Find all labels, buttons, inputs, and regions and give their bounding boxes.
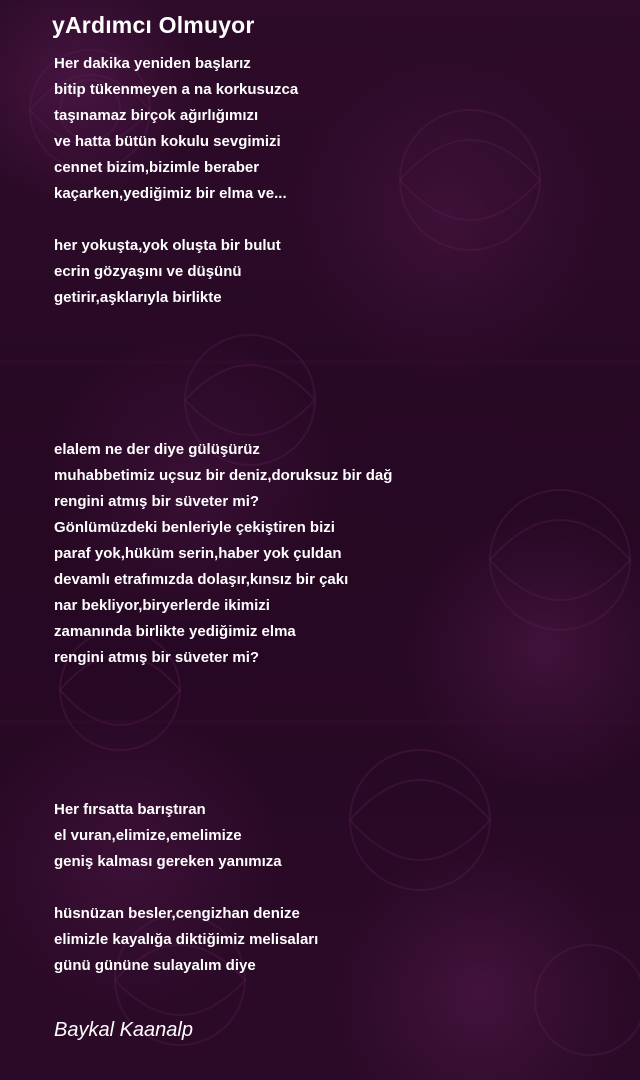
poem-author: Baykal Kaanalp <box>54 1019 193 1041</box>
poem-line: günü gününe sulayalım diye <box>54 957 256 974</box>
poem-line: hüsnüzan besler,cengizhan denize <box>54 905 300 922</box>
poem-line: ve hatta bütün kokulu sevgimizi <box>54 133 281 150</box>
poem-line: paraf yok,hüküm serin,haber yok çuldan <box>54 545 342 562</box>
poem-line: cennet bizim,bizimle beraber <box>54 159 260 176</box>
poem-line: her yokuşta,yok oluşta bir bulut <box>54 237 281 254</box>
stanza-3 <box>54 437 614 671</box>
stanza-4 <box>54 797 614 875</box>
poem-line: zamanında birlikte yediğimiz elma <box>54 623 296 640</box>
poem-line: ecrin gözyaşını ve düşünü <box>54 263 242 280</box>
poem-line: nar bekliyor,biryerlerde ikimizi <box>54 597 270 614</box>
poem-line: bitip tükenmeyen a na korkusuzca <box>54 81 299 98</box>
poem-line: muhabbetimiz uçsuz bir deniz,doruksuz bir dağ <box>54 467 393 484</box>
poem-line: Gönlümüzdeki benleriyle çekiştiren bizi <box>54 519 335 536</box>
poem-line: rengini atmış bir süveter mi? <box>54 493 260 510</box>
poem-line: el vuran,elimize,emelimize <box>54 827 242 844</box>
stanza-5 <box>54 901 614 979</box>
poem-line: taşınamaz birçok ağırlığımızı <box>54 107 259 124</box>
poem-line: getirir,aşklarıyla birlikte <box>54 289 222 306</box>
poem-title: yArdımcı Olmuyor <box>52 12 255 38</box>
poem-line: Her fırsatta barıştıran <box>54 801 206 818</box>
poem-line: kaçarken,yediğimiz bir elma ve... <box>54 185 287 202</box>
poem-line: rengini atmış bir süveter mi? <box>54 649 260 666</box>
poem-line: geniş kalması gereken yanımıza <box>54 853 282 870</box>
stanza-1 <box>54 51 614 207</box>
poem-line: Her dakika yeniden başlarız <box>54 55 251 72</box>
stanza-2 <box>54 233 614 311</box>
poem-line: elalem ne der diye gülüşürüz <box>54 441 260 458</box>
poem-line: devamlı etrafımızda dolaşır,kınsız bir çakı <box>54 571 349 588</box>
poem-line: elimizle kayalığa diktiğimiz melisaları <box>54 931 319 948</box>
